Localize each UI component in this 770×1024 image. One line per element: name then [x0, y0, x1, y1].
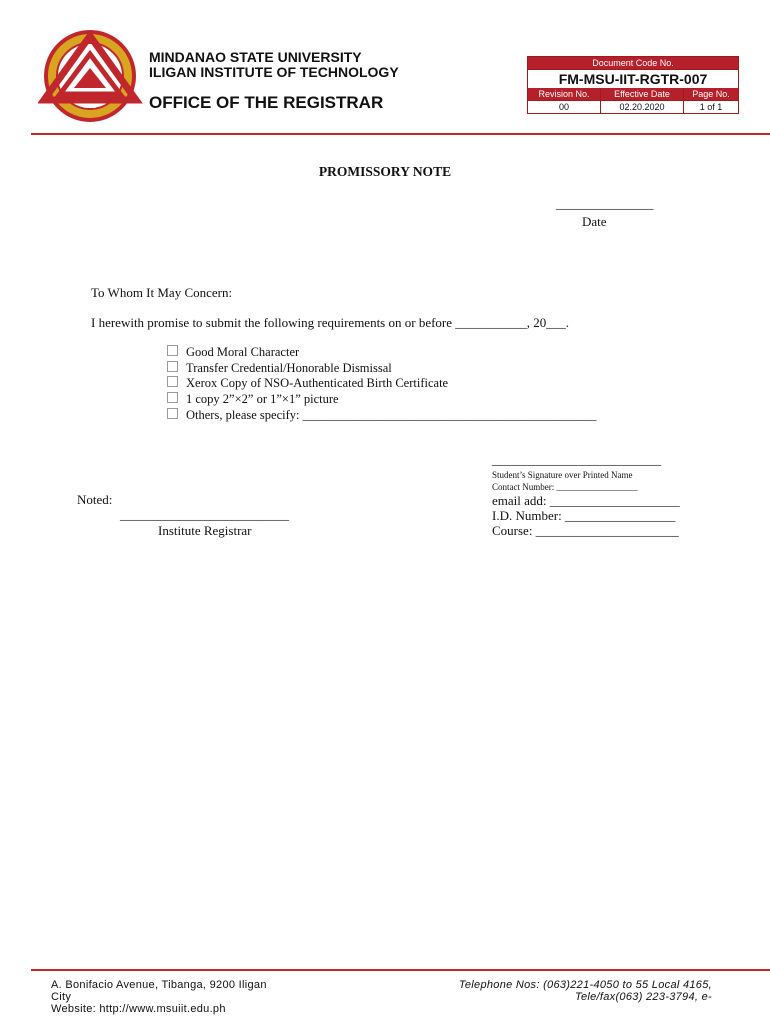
- requirement-item: 1 copy 2”×2” or 1”×1” picture: [167, 392, 339, 407]
- telephone-line: Telephone Nos: (063)221-4050 to 55 Local 4165,: [458, 979, 712, 991]
- id-number-field[interactable]: I.D. Number: _________________: [492, 508, 676, 523]
- effective-date-label: Effective Date: [601, 88, 684, 100]
- requirement-item: Transfer Credential/Honorable Dismissal: [167, 361, 392, 376]
- email-field[interactable]: email add: ____________________: [492, 493, 680, 508]
- website-line: Website: http://www.msuiit.edu.ph: [51, 1003, 226, 1015]
- course-field[interactable]: Course: ______________________: [492, 523, 679, 538]
- requirement-item: Good Moral Character: [167, 345, 299, 360]
- page-value: 1 of 1: [684, 100, 738, 113]
- noted-label: Noted:: [77, 492, 113, 507]
- date-line: _______________: [556, 196, 654, 211]
- revision-label: Revision No.: [528, 88, 601, 100]
- telefax-line: Tele/fax(063) 223-3794, e-: [574, 991, 712, 1003]
- revision-value: 00: [528, 100, 601, 113]
- page-title: PROMISSORY NOTE: [318, 164, 452, 179]
- registrar-signature-line: __________________________: [120, 507, 289, 522]
- student-signature-label: Student’s Signature over Printed Name: [492, 470, 633, 480]
- header-divider: [31, 133, 770, 135]
- university-name: [149, 50, 399, 80]
- document-code: FM-MSU-IIT-RGTR-007: [528, 69, 738, 88]
- address-line: City: [51, 991, 72, 1003]
- office-title: OFFICE OF THE REGISTRAR: [149, 93, 384, 112]
- document-code-box: [527, 56, 739, 114]
- msu-iit-logo: [38, 28, 144, 124]
- student-signature-line: __________________________: [492, 452, 661, 467]
- promise-statement: I herewith promise to submit the following requirements on or before ___________, 20___.: [91, 315, 570, 330]
- page-label: Page No.: [684, 88, 738, 100]
- salutation: To Whom It May Concern:: [91, 285, 233, 300]
- requirement-item: Xerox Copy of NSO-Authenticated Birth Certificate: [167, 376, 448, 391]
- footer-contact: [459, 979, 712, 1003]
- address-line: A. Bonifacio Avenue, Tibanga, 9200 Iligan: [51, 979, 267, 991]
- requirement-item: Others, please specify: _______________________________________________: [167, 408, 596, 423]
- contact-number-field[interactable]: Contact Number: __________________: [492, 482, 638, 492]
- footer-divider: [31, 969, 770, 971]
- checkbox[interactable]: [167, 361, 178, 372]
- checkbox[interactable]: [167, 392, 178, 403]
- footer-address: [51, 979, 267, 1015]
- document-code-label: Document Code No.: [528, 57, 738, 69]
- date-label: Date: [582, 214, 607, 229]
- registrar-label: Institute Registrar: [158, 523, 252, 538]
- checkbox[interactable]: [167, 376, 178, 387]
- institute-name-line: ILIGAN INSTITUTE OF TECHNOLOGY: [149, 64, 399, 80]
- university-name-line: MINDANAO STATE UNIVERSITY: [149, 49, 362, 65]
- checkbox[interactable]: [167, 408, 178, 419]
- effective-date-value: 02.20.2020: [601, 100, 684, 113]
- svg-text:MSU: MSU: [83, 104, 97, 110]
- checkbox[interactable]: [167, 345, 178, 356]
